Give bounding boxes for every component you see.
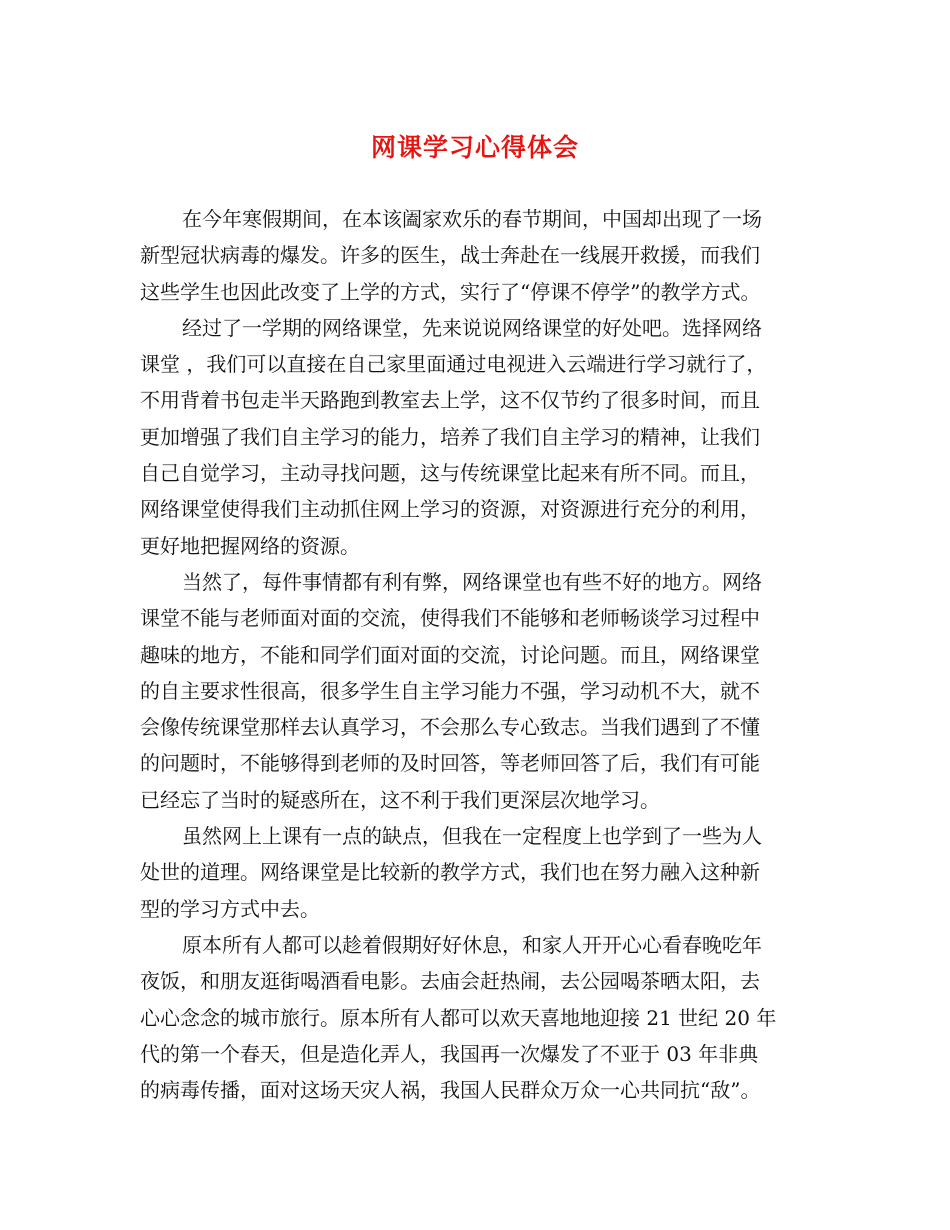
text-line: 的问题时，不能够得到老师的及时回答，等老师回答了后，我们有可能 bbox=[140, 751, 760, 776]
text-line: 型的学习方式中去。 bbox=[140, 896, 320, 921]
text-line: 处世的道理。网络课堂是比较新的教学方式，我们也在努力融入这种新 bbox=[140, 860, 760, 885]
text-line: 会像传统课堂那样去认真学习，不会那么专心致志。当我们遇到了不懂 bbox=[140, 715, 760, 740]
text-line: 新型冠状病毒的爆发。许多的医生，战士奔赴在一线展开救援，而我们 bbox=[140, 243, 760, 268]
text-line: 课堂不能与老师面对面的交流，使得我们不能够和老师畅谈学习过程中 bbox=[140, 606, 760, 631]
text-line: 经过了一学期的网络课堂，先来说说网络课堂的好处吧。选择网络 bbox=[182, 315, 762, 340]
text-line: 这些学生也因此改变了上学的方式，实行了“停课不停学”的教学方式。 bbox=[140, 279, 761, 304]
text-line: 的病毒传播，面对这场天灾人祸，我国人民群众万众一心共同抗“敌”。 bbox=[140, 1078, 761, 1103]
document-body bbox=[140, 201, 830, 1108]
text-line: 夜饭，和朋友逛街喝酒看电影。去庙会赶热闹，去公园喝茶晒太阳，去 bbox=[140, 969, 760, 994]
text-line: 课堂 ，我们可以直接在自己家里面通过电视进入云端进行学习就行了， bbox=[140, 352, 767, 377]
text-line: 不用背着书包走半天路跑到教室去上学，这不仅节约了很多时间，而且 bbox=[140, 388, 760, 413]
text-line: 原本所有人都可以趁着假期好好休息，和家人开开心心看春晚吃年 bbox=[182, 932, 762, 957]
document-title: 网课学习心得体会 bbox=[370, 133, 579, 162]
text-line: 虽然网上上课有一点的缺点，但我在一定程度上也学到了一些为人 bbox=[182, 824, 762, 849]
text-line: 代的第一个春天，但是造化弄人，我国再一次爆发了不亚于 03 年非典 bbox=[140, 1041, 759, 1066]
text-line: 网络课堂使得我们主动抓住网上学习的资源，对资源进行充分的利用， bbox=[140, 497, 760, 522]
text-line: 趣味的地方，不能和同学们面对面的交流，讨论问题。而且，网络课堂 bbox=[140, 642, 760, 667]
text-line: 在今年寒假期间，在本该阖家欢乐的春节期间，中国却出现了一场 bbox=[182, 207, 762, 231]
text-line: 自己自觉学习，主动寻找问题，这与传统课堂比起来有所不同。而且， bbox=[140, 461, 760, 486]
text-line: 当然了，每件事情都有利有弊，网络课堂也有些不好的地方。网络 bbox=[182, 569, 762, 594]
text-line: 已经忘了当时的疑惑所在，这不利于我们更深层次地学习。 bbox=[140, 787, 660, 812]
text-line: 更好地把握网络的资源。 bbox=[140, 533, 360, 558]
text-line: 的自主要求性很高，很多学生自主学习能力不强，学习动机不大，就不 bbox=[140, 678, 760, 703]
text-line: 心心念念的城市旅行。原本所有人都可以欢天喜地地迎接 21 世纪 20 年 bbox=[140, 1005, 777, 1030]
text-line: 更加增强了我们自主学习的能力，培养了我们自主学习的精神，让我们 bbox=[140, 424, 760, 449]
